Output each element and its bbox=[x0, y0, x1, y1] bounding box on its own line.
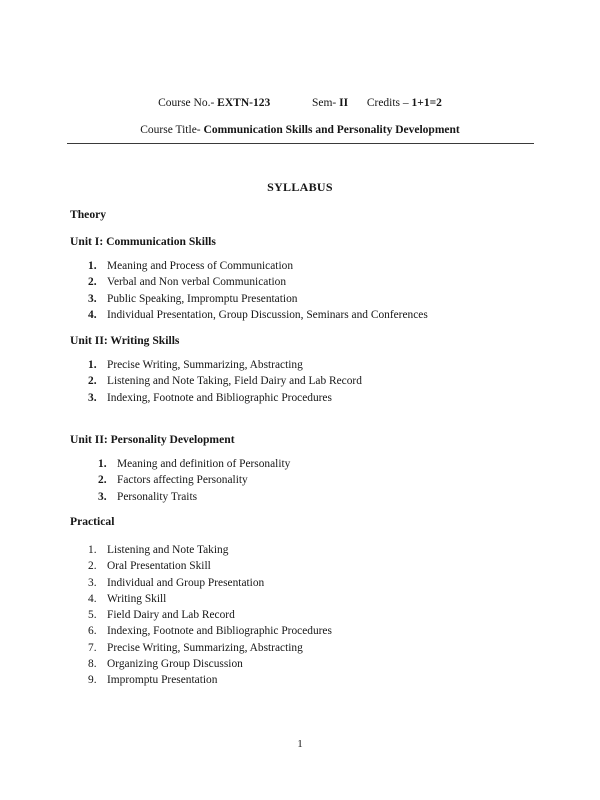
list-item-number: 3. bbox=[98, 490, 107, 503]
course-title-label: Course Title- bbox=[140, 124, 201, 136]
course-title-line bbox=[0, 123, 600, 137]
list-item-text: Precise Writing, Summarizing, Abstracting bbox=[107, 641, 303, 654]
list-item-number: 3. bbox=[88, 292, 97, 305]
list-item-number: 8. bbox=[88, 658, 97, 671]
list-item bbox=[98, 489, 542, 505]
unit3-heading: Unit II: Personality Development bbox=[70, 433, 235, 447]
list-item-number: 3. bbox=[88, 576, 97, 589]
syllabus-title: SYLLABUS bbox=[267, 180, 333, 194]
list-item bbox=[88, 640, 542, 656]
list-item-number: 1. bbox=[88, 543, 97, 556]
list-item bbox=[88, 390, 542, 406]
list-item bbox=[88, 672, 542, 688]
list-item-text: Listening and Note Taking, Field Dairy and Lab Record bbox=[107, 375, 362, 388]
list-item-text: Listening and Note Taking bbox=[107, 543, 229, 556]
list-item-number: 1. bbox=[98, 458, 107, 471]
sem-value: II bbox=[339, 97, 349, 109]
list-item-text: Individual Presentation, Group Discussion, Seminars and Conferences bbox=[107, 308, 428, 321]
list-item bbox=[88, 373, 542, 389]
list-item-text: Writing Skill bbox=[107, 592, 167, 605]
list-item-text: Individual and Group Presentation bbox=[107, 576, 265, 589]
list-item-text: Field Dairy and Lab Record bbox=[107, 609, 235, 622]
list-item-number: 7. bbox=[88, 641, 97, 654]
unit3-list bbox=[98, 456, 542, 505]
theory-heading: Theory bbox=[70, 208, 107, 221]
course-info-line bbox=[0, 96, 600, 110]
practical-heading: Practical bbox=[70, 514, 115, 528]
list-item-text: Meaning and definition of Personality bbox=[117, 458, 291, 471]
list-item-text: Precise Writing, Summarizing, Abstracting bbox=[107, 359, 303, 372]
list-item bbox=[88, 558, 542, 574]
list-item bbox=[88, 542, 542, 558]
list-item bbox=[88, 291, 542, 307]
header-divider bbox=[67, 143, 534, 144]
list-item-text: Meaning and Process of Communication bbox=[107, 260, 294, 272]
list-item bbox=[98, 472, 542, 488]
page-number: 1 bbox=[297, 738, 303, 750]
list-item-text: Indexing, Footnote and Bibliographic Procedures bbox=[107, 391, 332, 404]
unit1-list bbox=[88, 258, 542, 323]
list-item-number: 6. bbox=[88, 625, 97, 638]
list-item-number: 2. bbox=[88, 276, 97, 289]
list-item bbox=[88, 623, 542, 639]
list-item-text: Personality Traits bbox=[117, 490, 198, 503]
credits-value: 1+1=2 bbox=[411, 97, 442, 109]
list-item bbox=[88, 575, 542, 591]
list-item-text: Verbal and Non verbal Communication bbox=[107, 276, 287, 289]
list-item-number: 9. bbox=[88, 674, 97, 687]
document-body bbox=[70, 207, 542, 689]
unit2-heading: Unit II: Writing Skills bbox=[70, 334, 180, 348]
list-item bbox=[88, 258, 542, 274]
course-no-label: Course No.- bbox=[158, 97, 215, 109]
list-item-text: Organizing Group Discussion bbox=[107, 658, 243, 671]
list-item-text: Factors affecting Personality bbox=[117, 474, 248, 487]
list-item bbox=[88, 607, 542, 623]
list-item-number: 1. bbox=[88, 359, 97, 372]
list-item-number: 2. bbox=[98, 474, 107, 487]
list-item-number: 3. bbox=[88, 391, 97, 404]
practical-list bbox=[88, 542, 542, 689]
list-item-text: Public Speaking, Impromptu Presentation bbox=[107, 292, 298, 305]
unit2-list bbox=[88, 357, 542, 406]
list-item-number: 4. bbox=[88, 592, 97, 605]
list-item-number: 1. bbox=[88, 260, 97, 272]
list-item bbox=[88, 656, 542, 672]
list-item bbox=[88, 357, 542, 373]
list-item-number: 4. bbox=[88, 308, 97, 321]
course-title-value: Communication Skills and Personality Development bbox=[203, 124, 460, 136]
list-item bbox=[88, 307, 542, 323]
list-item bbox=[88, 274, 542, 290]
sem-label: Sem- bbox=[311, 97, 337, 109]
list-item-number: 2. bbox=[88, 560, 97, 573]
unit1-heading: Unit I: Communication Skills bbox=[70, 235, 216, 248]
list-item-text: Oral Presentation Skill bbox=[107, 560, 211, 573]
document-header bbox=[0, 0, 600, 137]
list-item bbox=[88, 591, 542, 607]
list-item-number: 5. bbox=[88, 609, 97, 622]
list-item bbox=[98, 456, 542, 472]
list-item-text: Indexing, Footnote and Bibliographic Procedures bbox=[107, 625, 332, 638]
course-no-value: EXTN-123 bbox=[217, 97, 271, 109]
credits-label: Credits – bbox=[366, 97, 409, 109]
list-item-text: Impromptu Presentation bbox=[107, 674, 218, 687]
list-item-number: 2. bbox=[88, 375, 97, 388]
